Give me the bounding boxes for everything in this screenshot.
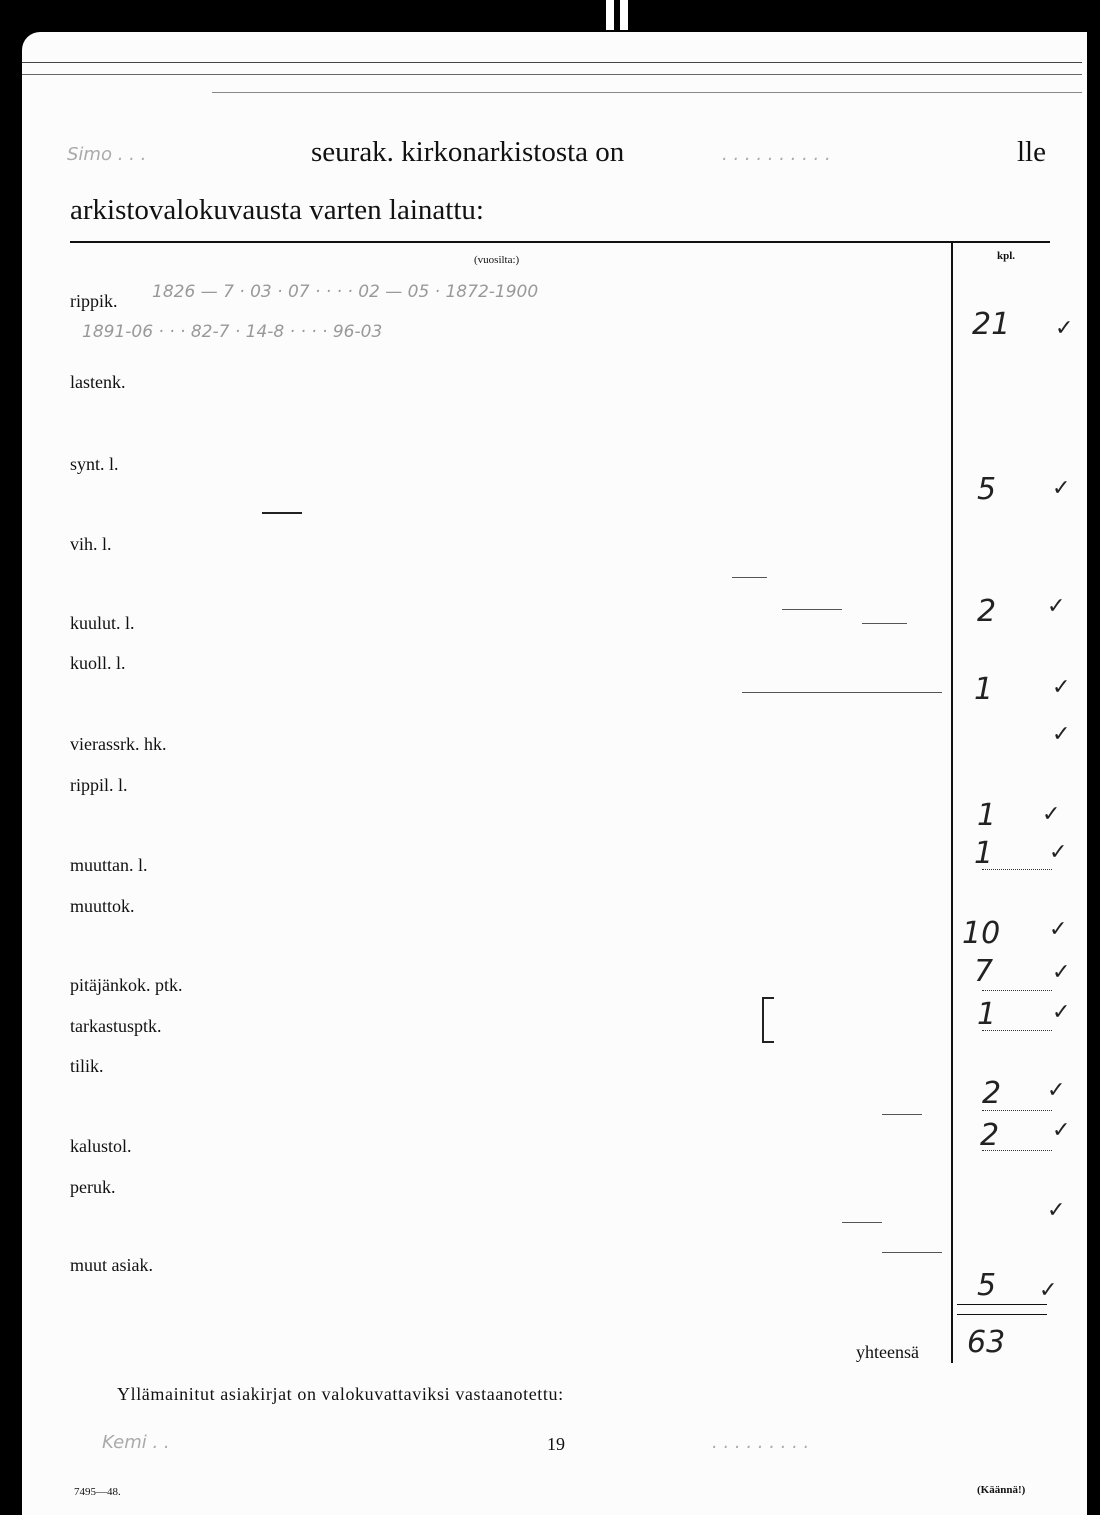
form-dash [262, 512, 302, 514]
count-kuulut: 2 [977, 594, 997, 629]
years-caption: (vuosilta:) [474, 254, 520, 266]
count-dotted-line [982, 1150, 1052, 1151]
binding-tab [606, 0, 614, 30]
header-parish-text: seurak. kirkonarkistosta on [311, 136, 625, 168]
count-dotted-line [982, 869, 1052, 870]
row-label-synt: synt. l. [70, 454, 119, 474]
total-label: yhteensä [856, 1342, 919, 1362]
parish-name-handwritten: Simo . . . [67, 144, 147, 165]
check-mark-pitajankok: ✓ [1052, 960, 1071, 985]
count-tilik: 2 [982, 1076, 1002, 1111]
row-label-muut-asiak: muut asiak. [70, 1255, 153, 1275]
check-mark-kuulut: ✓ [1047, 594, 1066, 619]
row-label-peruk: peruk. [70, 1177, 116, 1197]
row-label-vih: vih. l. [70, 534, 112, 554]
count-muut-asiak: 5 [977, 1268, 997, 1303]
count-caption: kpl. [997, 250, 1016, 262]
row-label-rippil: rippil. l. [70, 775, 128, 795]
count-column-divider [951, 243, 953, 1363]
check-mark-peruk: ✓ [1047, 1198, 1066, 1223]
place-handwritten: Kemi . . [102, 1432, 170, 1453]
form-code: 7495—48. [74, 1486, 121, 1498]
check-mark-kalustol: ✓ [1052, 1118, 1071, 1143]
form-dash [882, 1114, 922, 1115]
check-mark-rippil: ✓ [1042, 802, 1061, 827]
top-rule-2 [22, 74, 1082, 75]
count-dotted-line [982, 1030, 1052, 1031]
rippik-years-handwritten: 1826 — 7 · 03 · 07 · · · · 02 — 05 · 1872-1900 [152, 282, 539, 302]
count-muuttan: 1 [974, 836, 994, 871]
handwritten-bracket [762, 997, 774, 1043]
form-dash [732, 577, 767, 578]
row-label-kalustol: kalustol. [70, 1136, 132, 1156]
row-label-tilik: tilik. [70, 1056, 104, 1076]
count-kalustol: 2 [980, 1118, 1000, 1153]
recipient-handwritten: . . . . . . . . . . [722, 144, 831, 165]
total-rule [957, 1304, 1047, 1305]
header-purpose: arkistovalokuvausta varten lainattu: [70, 194, 484, 226]
row-label-kuoll: kuoll. l. [70, 653, 126, 673]
row-label-vierassrk: vierassrk. hk. [70, 734, 167, 754]
check-mark-synt: ✓ [1052, 476, 1071, 501]
form-dash [742, 692, 942, 693]
date-handwritten: . . . . . . . . . [712, 1432, 810, 1453]
count-kuoll: 1 [974, 672, 994, 707]
check-mark-kuoll: ✓ [1052, 675, 1071, 700]
binding-tab [620, 0, 628, 30]
check-mark-tarkastusptk: ✓ [1052, 1000, 1071, 1025]
check-mark-vierassrk: ✓ [1052, 722, 1071, 747]
top-rule-3 [212, 92, 1082, 93]
count-pitajankok: 7 [974, 954, 994, 989]
form-dash [842, 1222, 882, 1223]
rippik-years-handwritten-2: 1891-06 · · · 82-7 · 14-8 · · · · 96-03 [82, 322, 383, 342]
row-label-pitajankok: pitäjänkok. ptk. [70, 975, 183, 995]
row-label-muuttok: muuttok. [70, 896, 135, 916]
count-dotted-line [982, 1110, 1052, 1111]
check-mark-muuttan: ✓ [1049, 840, 1068, 865]
received-statement: Yllämainitut asiakirjat on valokuvattaviksi vastaanotettu: [117, 1384, 564, 1404]
count-tarkastusptk: 1 [977, 997, 997, 1032]
check-mark-rippik: ✓ [1055, 316, 1074, 341]
row-label-tarkastusptk: tarkastusptk. [70, 1016, 162, 1036]
date-year-prefix: 19 [547, 1434, 565, 1454]
top-rule [22, 62, 1082, 63]
row-label-rippik: rippik. [70, 291, 118, 311]
form-dash [882, 1252, 942, 1253]
total-rule-2 [957, 1314, 1047, 1315]
count-rippil: 1 [977, 798, 997, 833]
row-label-kuulut: kuulut. l. [70, 613, 135, 633]
turn-over-note: (Käännä!) [977, 1484, 1026, 1496]
form-dash [782, 609, 842, 610]
check-mark-tilik: ✓ [1047, 1078, 1066, 1103]
count-rippik: 21 [972, 307, 1011, 342]
check-mark-muuttok: ✓ [1049, 917, 1068, 942]
row-label-lastenk: lastenk. [70, 372, 126, 392]
count-dotted-line [982, 990, 1052, 991]
count-synt: 5 [977, 472, 997, 507]
total-value: 63 [967, 1325, 1006, 1360]
check-mark-muut-asiak: ✓ [1039, 1278, 1058, 1303]
form-dash [862, 623, 907, 624]
row-label-muuttan: muuttan. l. [70, 855, 148, 875]
header-rule [70, 241, 1050, 243]
form-sheet [22, 32, 1087, 1515]
count-muuttok: 10 [962, 916, 1001, 951]
header-suffix: lle [1017, 136, 1046, 168]
